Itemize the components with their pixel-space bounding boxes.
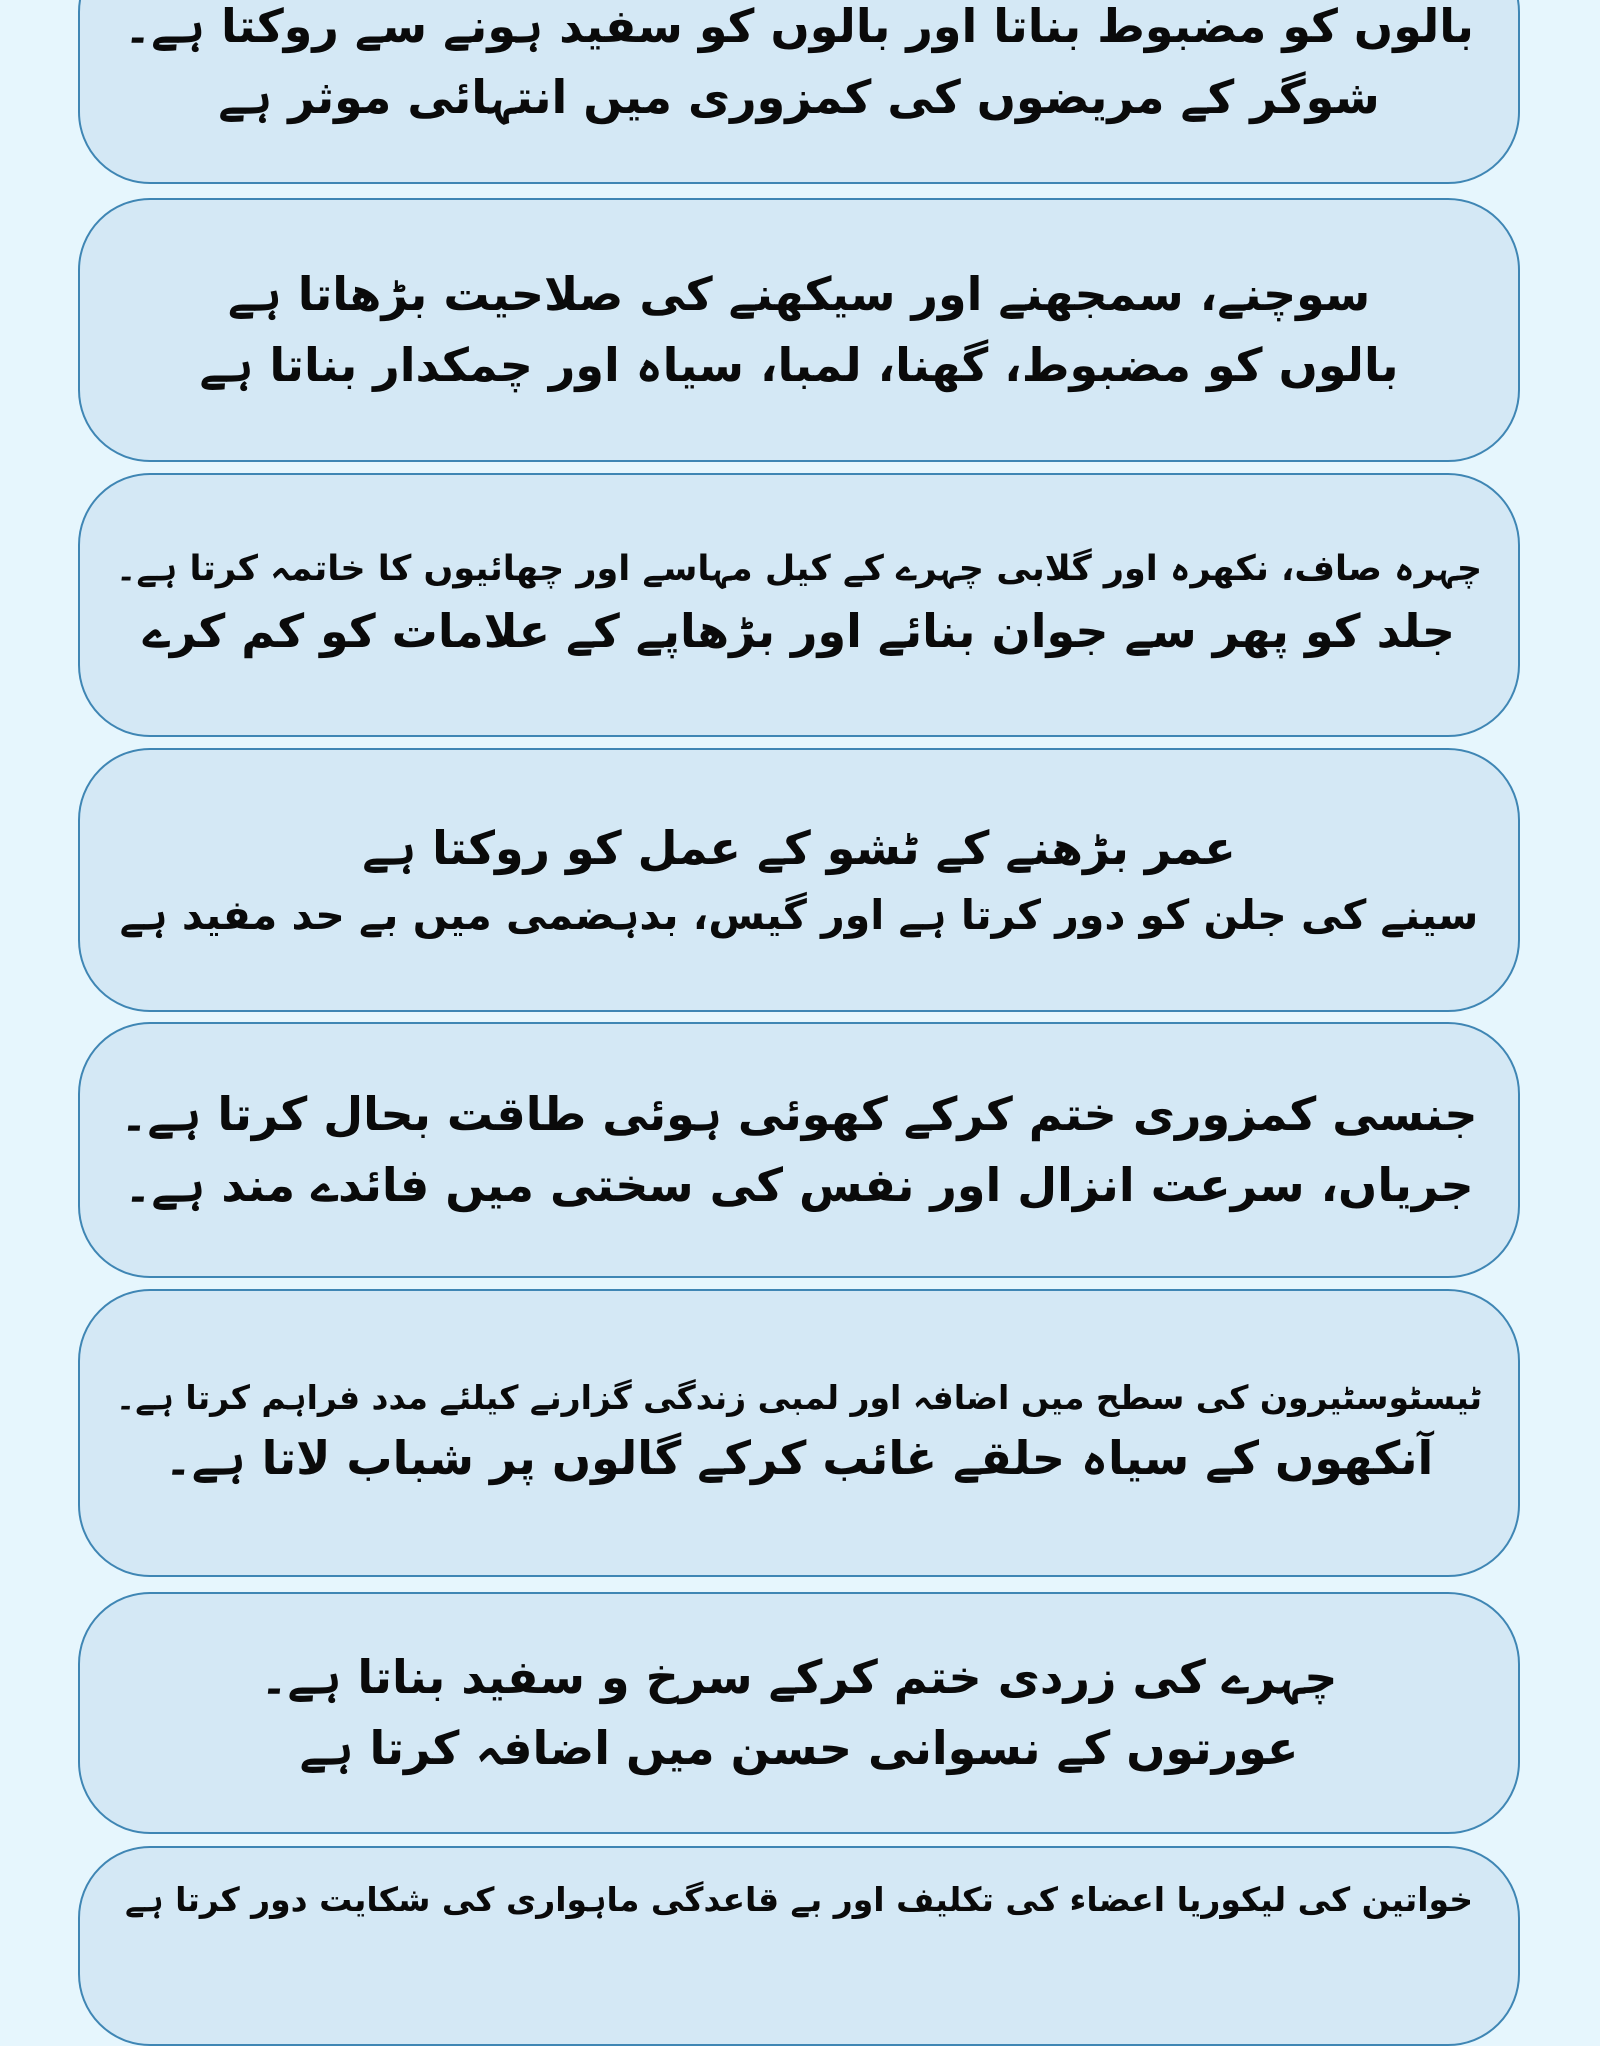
benefit-card-3 (78, 473, 1520, 737)
benefit-line: سوچنے، سمجھنے اور سیکھنے کی صلاحیت بڑھاتا ہے (227, 266, 1371, 321)
benefit-card-8 (78, 1846, 1520, 2046)
benefit-card-6 (78, 1289, 1520, 1577)
benefit-card-7 (78, 1592, 1520, 1834)
benefit-line: بالوں کو مضبوط بناتا اور بالوں کو سفید ہونے سے روکتا ہے۔ (124, 0, 1474, 53)
benefit-line: عورتوں کے نسوانی حسن میں اضافہ کرتا ہے (299, 1721, 1299, 1775)
benefit-card-5 (78, 1022, 1520, 1278)
benefit-line: جنسی کمزوری ختم کرکے کھوئی ہوئی طاقت بحال کرتا ہے۔ (120, 1086, 1478, 1141)
benefit-line: چہرہ صاف، نکھرہ اور گلابی چہرے کے کیل مہاسے اور چھائیوں کا خاتمہ کرتا ہے۔ (115, 549, 1483, 590)
benefit-line: جریاں، سرعت انزال اور نفس کی سختی میں فائدے مند ہے۔ (124, 1158, 1474, 1212)
benefit-line: عمر بڑھنے کے ٹشو کے عمل کو روکتا ہے (362, 820, 1236, 875)
benefit-line: سینے کی جلن کو دور کرتا ہے اور گیس، بدہضمی میں بے حد مفید ہے (119, 890, 1479, 939)
benefit-card-1 (78, 0, 1520, 184)
benefit-line: چہرے کی زردی ختم کرکے سرخ و سفید بناتا ہے۔ (260, 1649, 1338, 1704)
benefit-card-2 (78, 198, 1520, 462)
benefit-line: جلد کو پھر سے جوان بنائے اور بڑھاپے کے علامات کو کم کرے (142, 604, 1456, 659)
benefit-line: آنکھوں کے سیاہ حلقے غائب کرکے گالوں پر شباب لاتا ہے۔ (164, 1430, 1434, 1485)
benefit-line: ٹیسٹوسٹیرون کی سطح میں اضافہ اور لمبی زندگی گزارنے کیلئے مدد فراہم کرتا ہے۔ (115, 1377, 1483, 1417)
benefit-card-4 (78, 748, 1520, 1012)
benefit-line: خواتین کی لیکوریا اعضاء کی تکلیف اور بے قاعدگی ماہواری کی شکایت دور کرتا ہے (124, 1880, 1473, 1919)
benefit-line: شوگر کے مریضوں کی کمزوری میں انتہائی موثر ہے (218, 70, 1380, 124)
benefit-line: بالوں کو مضبوط، گھنا، لمبا، سیاہ اور چمکدار بناتا ہے (199, 338, 1399, 392)
